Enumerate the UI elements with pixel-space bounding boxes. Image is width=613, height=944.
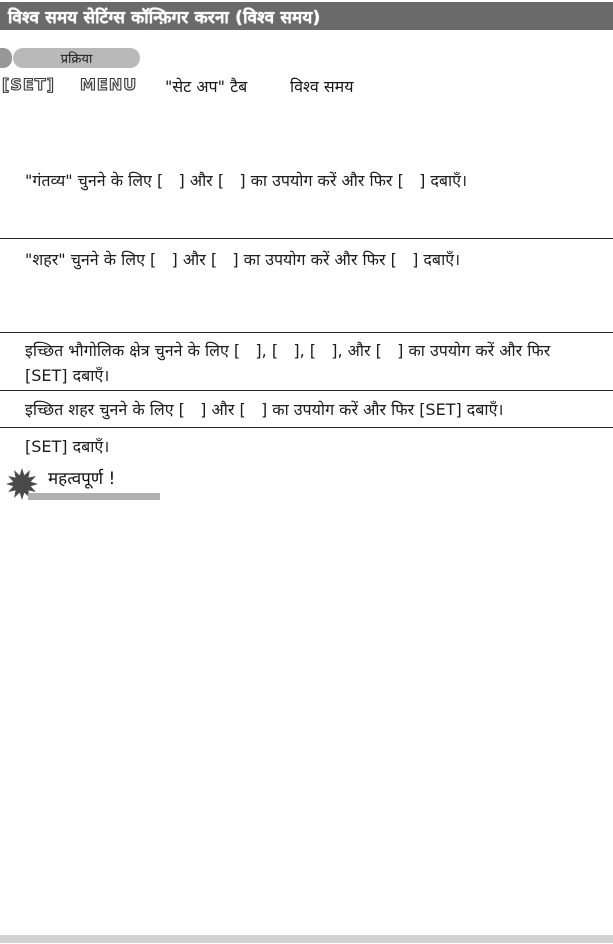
step-3 — [25, 338, 597, 388]
pill-left-tab — [0, 48, 12, 68]
set-button-label: [SET] — [2, 75, 55, 94]
separator — [0, 390, 613, 391]
section-title-bar — [0, 2, 613, 30]
step-3-text-line-2: [SET] दबाएँ। — [25, 366, 110, 385]
step-5 — [25, 434, 597, 459]
pill-body — [13, 48, 140, 68]
procedure-path — [0, 75, 613, 97]
separator — [0, 238, 613, 239]
important-note-header — [0, 464, 300, 508]
step-3-text-line-1: इच्छित भौगोलिक क्षेत्र चुनने के लिए [ ], [ ], [ ], और [ ] का उपयोग करें और फिर — [25, 341, 551, 360]
setup-tab-label: "सेट अप" टैब — [165, 77, 248, 96]
menu-button-label: MENU — [80, 75, 138, 94]
important-label: महत्वपूर्ण ! — [48, 469, 116, 489]
step-2 — [25, 247, 597, 272]
step-4-text: इच्छित शहर चुनने के लिए [ ] और [ ] का उपयोग करें और फिर [SET] दबाएँ। — [25, 400, 504, 419]
important-underline-bar — [28, 493, 160, 500]
procedure-label: प्रक्रिया — [60, 52, 93, 67]
step-2-text: "शहर" चुनने के लिए [ ] और [ ] का उपयोग करें और फिर [ ] दबाएँ। — [25, 250, 461, 269]
separator — [0, 427, 613, 428]
page-title: विश्व समय सेटिंग्स कॉन्फ़िगर करना (विश्व समय) — [8, 7, 321, 28]
step-5-text: [SET] दबाएँ। — [25, 437, 110, 456]
page-bottom-bar — [0, 935, 613, 943]
step-1-text: "गंतव्य" चुनने के लिए [ ] और [ ] का उपयोग करें और फिर [ ] दबाएँ। — [25, 171, 468, 190]
step-4 — [25, 397, 597, 422]
world-time-item-label: विश्व समय — [290, 77, 354, 96]
separator — [0, 332, 613, 333]
step-1 — [25, 168, 597, 193]
